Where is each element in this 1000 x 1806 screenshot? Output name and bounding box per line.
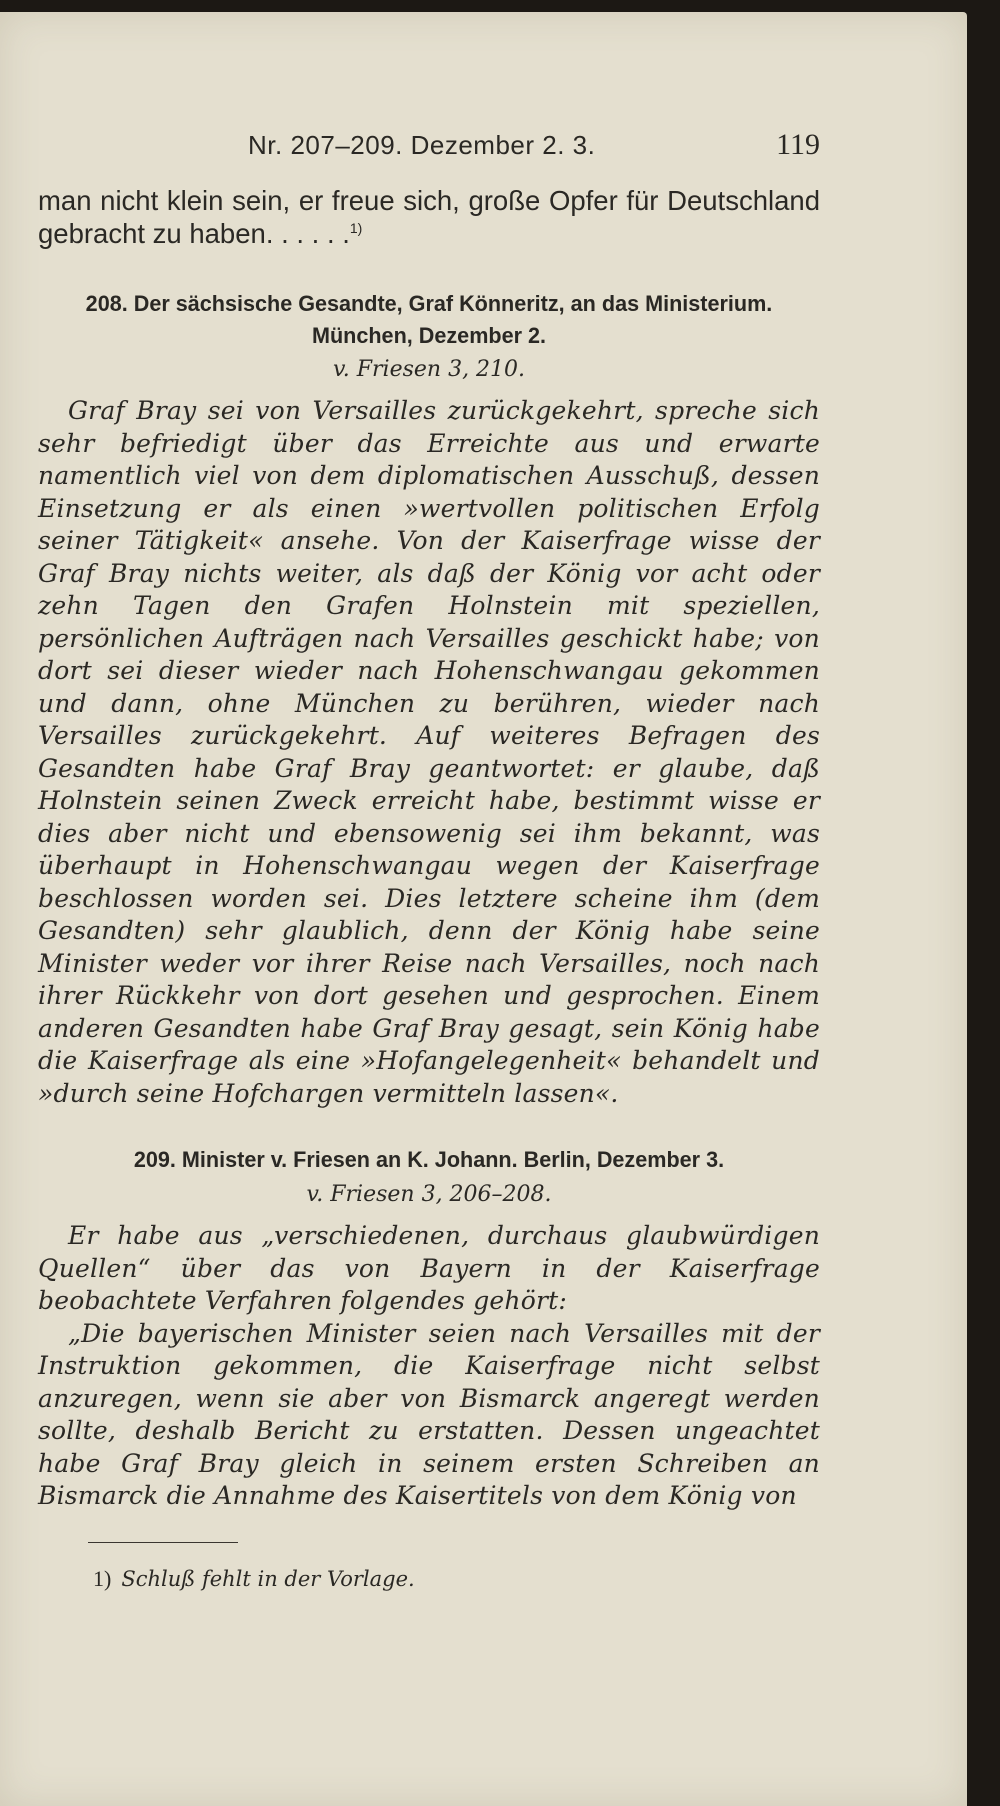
doc-209-heading: 209. Minister v. Friesen an K. Johann. Berlin, Dezember 3. [133, 1147, 725, 1172]
doc-209-paragraph-1: Er habe aus „verschiedenen, durchaus glaubwürdigen Quellen“ über das von Bayern in der Kaiserfrage beobachtete Verfahren folgendes gehört: [38, 1221, 820, 1315]
continuation-body: man nicht klein sein, er freue sich, große Opfer für Deutschland gebracht zu haben. . . . . . [38, 185, 820, 249]
footnote-text: Schluß fehlt in der Vorlage. [121, 1567, 415, 1591]
book-page [0, 12, 967, 1806]
document-208 [38, 288, 820, 1110]
page-header [38, 120, 820, 168]
doc-208-source: v. Friesen 3, 210. [332, 357, 526, 382]
doc-208-heading-line2: München, Dezember 2. [311, 323, 547, 348]
doc-209-body [38, 1220, 820, 1513]
document-209 [38, 1144, 820, 1513]
running-title: Nr. 207–209. Dezember 2. 3. [248, 130, 596, 160]
page-number: 119 [776, 128, 820, 161]
doc-209-source: v. Friesen 3, 206–208. [306, 1182, 552, 1207]
doc-208-paragraph: Graf Bray sei von Versailles zurückgekehrt, spreche sich sehr befriedigt über das Erreichte aus und erwarte namentlich viel von dem diplomatischen Ausschuß, dessen Einsetzung er als einen »wertvollen politischen Erfolg seiner Tätigkeit« ansehe. Von der Kaiserfrage wisse der Graf Bray nichts weiter, als daß der König vor acht oder zehn Tagen den Grafen Holnstein mit speziellen, persönlichen Aufträgen nach Versailles geschickt habe; von dort sei dieser wieder nach Hohenschwangau gekommen und dann, ohne München zu berühren, wieder nach Versailles zurückgekehrt. Auf weiteres Befragen des Gesandten habe Graf Bray geantwortet: er glaube, daß Holnstein seinen Zweck erreicht habe, bestimmt wisse er dies aber nicht und ebensowenig sei ihm bekannt, was überhaupt in Hohenschwangau wegen der Kaiserfrage beschlossen worden sei. Dies letztere scheine ihm (dem Gesandten) sehr glaublich, denn der König habe seine Minister weder vor ihrer Reise nach Versailles, noch nach ihrer Rückkehr von dort gesehen und gesprochen. Einem anderen Gesandten habe Graf Bray gesagt, sein König habe die Kaiserfrage als eine »Hofangelegenheit« behandelt und »durch seine Hofchargen vermitteln lassen«. [38, 396, 820, 1108]
doc-209-paragraph-2: „Die bayerischen Minister seien nach Versailles mit der Instruktion gekommen, die Kaiserfrage nicht selbst anzuregen, wenn sie aber von Bismarck angeregt werden sollte, deshalb Bericht zu erstatten. Dessen ungeachtet habe Graf Bray gleich in seinem ersten Schreiben an Bismarck die Annahme des Kaisertitels von dem König von [38, 1318, 820, 1510]
continuation-text [38, 184, 820, 250]
doc-208-heading-line1: 208. Der sächsische Gesandte, Graf Könneritz, an das Ministerium. [85, 291, 773, 316]
doc-208-body [38, 395, 820, 1110]
footnote-rule [88, 1542, 238, 1543]
footnote-reference: 1) [349, 219, 363, 236]
footnote-mark: 1) [93, 1566, 112, 1591]
footnote [93, 1566, 415, 1592]
